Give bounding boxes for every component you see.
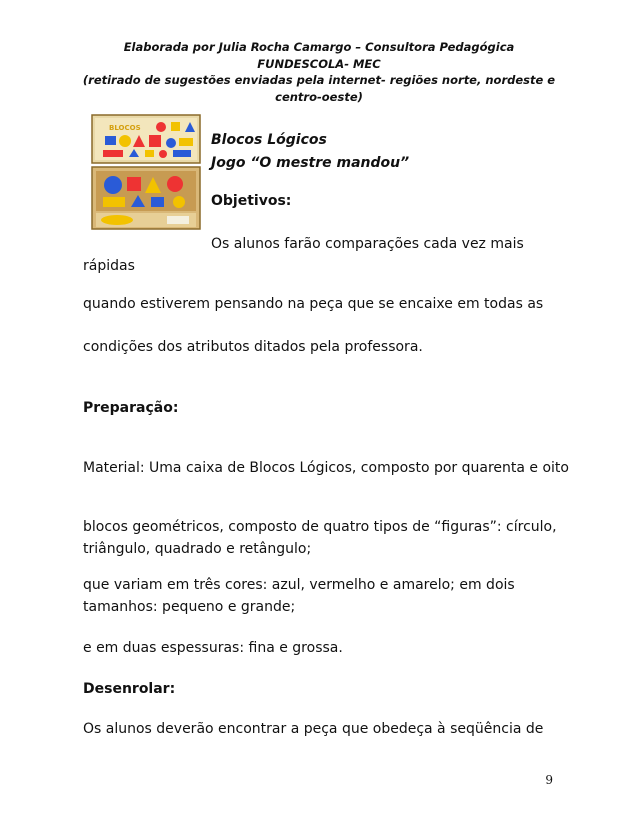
logic-blocks-box-image (91, 113, 201, 231)
header-line-3: (retirado de sugestões enviadas pela internet- regiões norte, nordeste e (82, 73, 556, 87)
paragraph-line: Material: Uma caixa de Blocos Lógicos, composto por quarenta e oito (83, 460, 569, 476)
page-number: 9 (545, 773, 553, 787)
paragraph-line: Os alunos deverão encontrar a peça que obedeça à seqüência de (83, 721, 544, 737)
header-line-4: centro-oeste) (275, 89, 363, 104)
preparacao-heading: Preparação: (83, 400, 179, 416)
box-logo-text: BLOCOS (109, 124, 141, 132)
paragraph-line: triângulo, quadrado e retângulo; (83, 541, 312, 557)
paragraph-line: quando estiverem pensando na peça que se encaixe em todas as (83, 296, 544, 312)
paragraph-line: condições dos atributos ditados pela professora. (83, 339, 423, 355)
paragraph-line: blocos geométricos, composto de quatro tipos de “figuras”: círculo, (83, 519, 557, 535)
desenrolar-heading: Desenrolar: (83, 681, 176, 697)
game-name: Jogo “O mestre mandou” (211, 155, 410, 171)
page-header (40, 39, 598, 105)
paragraph-line: rápidas (83, 258, 135, 274)
title-blocos-logicos: Blocos Lógicos (211, 132, 327, 148)
paragraph-line: Os alunos farão comparações cada vez mais (211, 236, 524, 252)
paragraph-line: e em duas espessuras: fina e grossa. (83, 640, 343, 656)
header-line-1: Elaborada por Julia Rocha Camargo – Consultora Pedagógica (123, 40, 515, 54)
objetivos-heading: Objetivos: (211, 193, 292, 209)
paragraph-line: que variam em três cores: azul, vermelho e amarelo; em dois (83, 577, 515, 593)
paragraph-line: tamanhos: pequeno e grande; (83, 599, 296, 615)
header-line-2: FUNDESCOLA- MEC (257, 56, 381, 71)
